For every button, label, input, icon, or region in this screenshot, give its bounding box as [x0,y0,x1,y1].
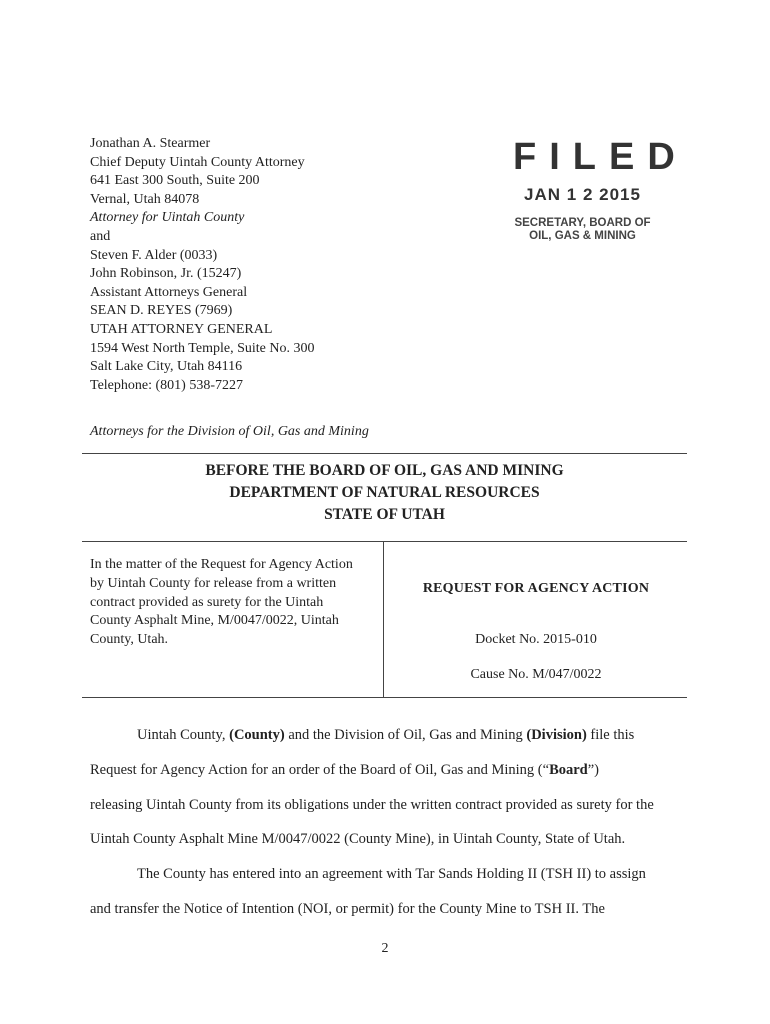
address-line: Vernal, Utah 84078 [90,191,200,207]
filed-stamp-date: JAN 1 2 2015 [524,185,641,204]
filed-stamp-office-line2: OIL, GAS & MINING [529,230,636,242]
defined-term-board: Board [549,761,588,778]
filed-stamp [505,135,688,243]
docket-number: Docket No. 2015-010 [475,632,597,647]
attorneys-for-division: Attorneys for the Division of Oil, Gas and Mining [90,424,369,439]
paragraph-2-line-2: and transfer the Notice of Intention (NOI, or permit) for the County Mine to TSH II. The [90,900,605,917]
text-run: Uintah County, [137,727,230,743]
address-line: 1594 West North Temple, Suite No. 300 [90,340,315,356]
address-line: Attorney for Uintah County [90,210,245,226]
caption-top-rule [82,453,687,454]
body-text [90,718,685,927]
address-line: SEAN D. REYES (7969) [90,303,233,319]
address-line: Assistant Attorneys General [90,284,248,300]
filed-stamp-office-line1: SECRETARY, BOARD OF [514,217,651,229]
paragraph-1-line-4: Uintah County Asphalt Mine M/0047/0022 (County Mine), in Uintah County, State of Utah. [90,831,626,848]
address-line: UTAH ATTORNEY GENERAL [90,321,273,337]
text-run: Request for Agency Action for an order of the Board of Oil, Gas and Mining (“ [90,761,550,778]
cause-number: Cause No. M/047/0022 [470,667,602,682]
address-line: Salt Lake City, Utah 84116 [90,359,243,375]
text-run: file this [586,727,635,743]
address-line: and [90,228,111,244]
caption-bottom-rule [82,697,687,698]
matter-line: In the matter of the Request for Agency Action [90,557,353,572]
address-line: Jonathan A. Stearmer [90,136,211,151]
address-line: John Robinson, Jr. (15247) [90,266,242,282]
defined-term-county: (County) [229,727,285,743]
caption-line: DEPARTMENT OF NATURAL RESOURCES [229,484,540,501]
matter-line: by Uintah County for release from a written [90,575,337,591]
address-line: 641 East 300 South, Suite 200 [90,173,260,189]
matter-line: County Asphalt Mine, M/0047/0022, Uintah [90,613,339,629]
paragraph-1-line-3: releasing Uintah County from its obligations under the written contract provided as surety for the [90,796,654,813]
caption-line: STATE OF UTAH [324,506,445,523]
defined-term-division: (Division) [526,727,587,743]
text-run: and the Division of Oil, Gas and Mining [284,727,527,743]
caption-middle-rule [82,541,687,542]
attorney-address-block [90,135,369,439]
paragraph-1-line-1 [90,718,685,753]
filed-stamp-office [505,217,660,243]
matter-description [90,556,380,650]
address-line: Chief Deputy Uintah County Attorney [90,154,305,170]
caption-vertical-divider [383,541,384,698]
paragraph-2-line-1: The County has entered into an agreement with Tar Sands Holding II (TSH II) to assign [137,866,646,883]
request-title: REQUEST FOR AGENCY ACTION [422,581,650,596]
page-number: 2 [381,941,389,956]
caption-line: BEFORE THE BOARD OF OIL, GAS AND MINING [205,462,564,479]
paragraph-1-line-2 [90,753,685,788]
address-line: Telephone: (801) 538-7227 [90,377,243,393]
filed-stamp-title: FILED [513,136,688,178]
address-line: Steven F. Alder (0033) [90,247,218,263]
matter-line: contract provided as surety for the Uintah [90,594,324,610]
text-run: ”) [587,761,599,778]
matter-line: County, Utah. [90,632,169,648]
caption-heading [82,460,687,526]
